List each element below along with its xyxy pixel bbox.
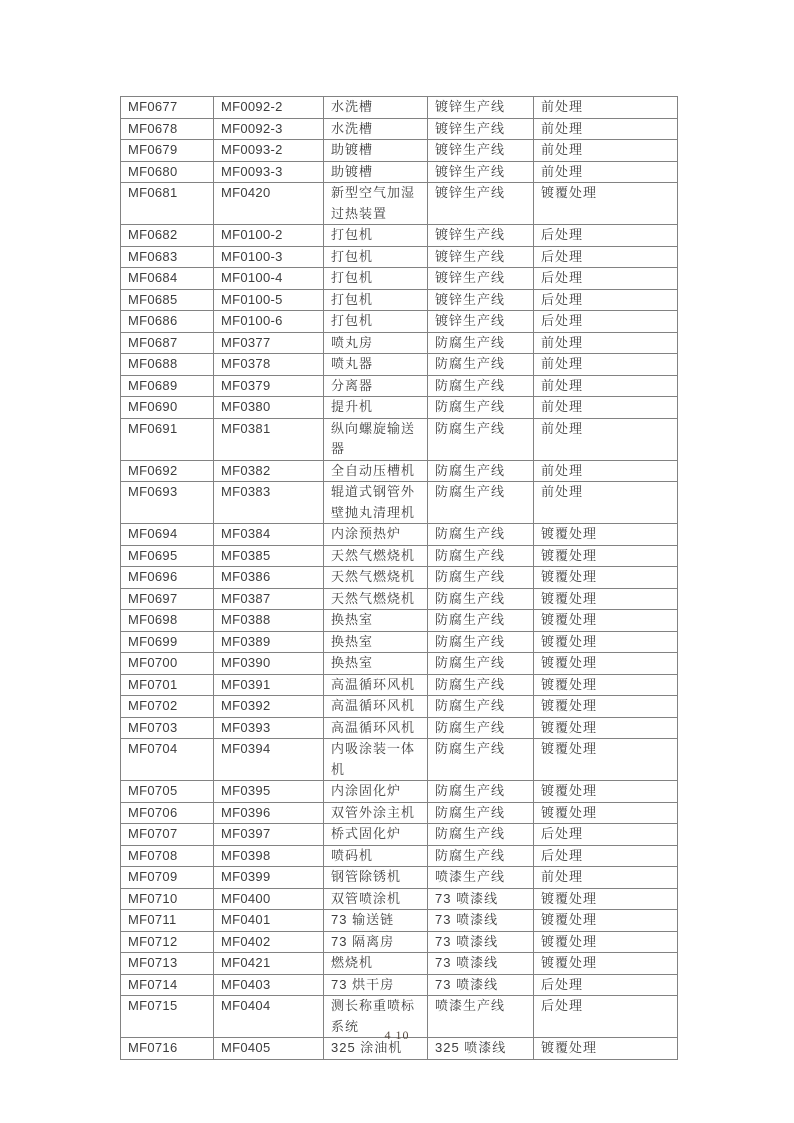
page-number: 4 10 — [384, 1028, 410, 1042]
table-cell-equipment_name: 新型空气加湿过热装置 — [324, 183, 428, 225]
table-cell-process_stage: 后处理 — [534, 311, 678, 333]
table-cell-device_code: MF0399 — [214, 867, 324, 889]
table-cell-device_code: MF0379 — [214, 375, 324, 397]
table-cell-production_line: 73 喷漆线 — [428, 910, 534, 932]
table-row — [121, 545, 678, 567]
table-cell-production_line: 73 喷漆线 — [428, 953, 534, 975]
table-cell-process_stage: 前处理 — [534, 460, 678, 482]
table-row — [121, 397, 678, 419]
table-cell-device_code: MF0100-2 — [214, 225, 324, 247]
table-cell-production_line: 镀锌生产线 — [428, 140, 534, 162]
table-cell-process_stage: 镀覆处理 — [534, 953, 678, 975]
table-cell-process_stage: 后处理 — [534, 268, 678, 290]
table-row — [121, 246, 678, 268]
table-row — [121, 183, 678, 225]
table-row — [121, 674, 678, 696]
table-cell-production_line: 防腐生产线 — [428, 482, 534, 524]
table-cell-equipment_name: 天然气燃烧机 — [324, 567, 428, 589]
table-cell-device_code: MF0382 — [214, 460, 324, 482]
table-cell-device_code: MF0421 — [214, 953, 324, 975]
table-cell-device_code: MF0395 — [214, 781, 324, 803]
table-cell-process_stage: 镀覆处理 — [534, 931, 678, 953]
table-cell-device_code: MF0092-3 — [214, 118, 324, 140]
table-cell-device_code: MF0402 — [214, 931, 324, 953]
table-cell-process_stage: 后处理 — [534, 845, 678, 867]
table-cell-production_line: 防腐生产线 — [428, 545, 534, 567]
table-cell-device_code: MF0387 — [214, 588, 324, 610]
table-cell-equipment_name: 水洗槽 — [324, 97, 428, 119]
table-cell-production_line: 防腐生产线 — [428, 802, 534, 824]
table-cell-production_line: 喷漆生产线 — [428, 867, 534, 889]
table-cell-production_line: 防腐生产线 — [428, 567, 534, 589]
table-cell-production_line: 防腐生产线 — [428, 674, 534, 696]
table-cell-equipment_name: 喷丸房 — [324, 332, 428, 354]
table-cell-equipment_name: 分离器 — [324, 375, 428, 397]
table-row — [121, 354, 678, 376]
table-cell-equipment_name: 高温循环风机 — [324, 674, 428, 696]
table-cell-process_stage: 后处理 — [534, 824, 678, 846]
table-cell-production_line: 防腐生产线 — [428, 610, 534, 632]
table-cell-asset_code: MF0693 — [121, 482, 214, 524]
table-cell-asset_code: MF0713 — [121, 953, 214, 975]
table-cell-equipment_name: 内吸涂装一体机 — [324, 739, 428, 781]
table-cell-equipment_name: 73 烘干房 — [324, 974, 428, 996]
table-cell-production_line: 防腐生产线 — [428, 375, 534, 397]
table-cell-equipment_name: 桥式固化炉 — [324, 824, 428, 846]
table-cell-asset_code: MF0715 — [121, 996, 214, 1038]
table-cell-production_line: 镀锌生产线 — [428, 289, 534, 311]
table-cell-asset_code: MF0703 — [121, 717, 214, 739]
table-cell-process_stage: 前处理 — [534, 140, 678, 162]
table-row — [121, 118, 678, 140]
table-row — [121, 225, 678, 247]
table-cell-asset_code: MF0702 — [121, 696, 214, 718]
table-cell-process_stage: 前处理 — [534, 354, 678, 376]
table-cell-process_stage: 前处理 — [534, 397, 678, 419]
table-cell-equipment_name: 打包机 — [324, 311, 428, 333]
table-row — [121, 375, 678, 397]
table-cell-production_line: 镀锌生产线 — [428, 183, 534, 225]
table-cell-asset_code: MF0712 — [121, 931, 214, 953]
table-row — [121, 781, 678, 803]
table-cell-device_code: MF0100-4 — [214, 268, 324, 290]
table-cell-process_stage: 镀覆处理 — [534, 1038, 678, 1060]
table-cell-production_line: 镀锌生产线 — [428, 311, 534, 333]
table-cell-device_code: MF0380 — [214, 397, 324, 419]
table-cell-process_stage: 后处理 — [534, 974, 678, 996]
table-cell-device_code: MF0404 — [214, 996, 324, 1038]
table-cell-equipment_name: 高温循环风机 — [324, 717, 428, 739]
table-cell-device_code: MF0383 — [214, 482, 324, 524]
table-cell-asset_code: MF0681 — [121, 183, 214, 225]
table-cell-production_line: 73 喷漆线 — [428, 888, 534, 910]
table-cell-device_code: MF0100-3 — [214, 246, 324, 268]
table-cell-device_code: MF0378 — [214, 354, 324, 376]
table-cell-equipment_name: 喷码机 — [324, 845, 428, 867]
table-cell-production_line: 73 喷漆线 — [428, 931, 534, 953]
table-cell-equipment_name: 325 涂油机 — [324, 1038, 428, 1060]
table-cell-equipment_name: 打包机 — [324, 289, 428, 311]
table-cell-asset_code: MF0685 — [121, 289, 214, 311]
table-cell-device_code: MF0389 — [214, 631, 324, 653]
table-cell-device_code: MF0403 — [214, 974, 324, 996]
table-cell-production_line: 325 喷漆线 — [428, 1038, 534, 1060]
table-cell-equipment_name: 73 隔离房 — [324, 931, 428, 953]
table-cell-asset_code: MF0677 — [121, 97, 214, 119]
table-cell-production_line: 防腐生产线 — [428, 653, 534, 675]
table-row — [121, 717, 678, 739]
table-cell-asset_code: MF0704 — [121, 739, 214, 781]
table-cell-asset_code: MF0683 — [121, 246, 214, 268]
table-row — [121, 567, 678, 589]
table-cell-process_stage: 镀覆处理 — [534, 524, 678, 546]
table-cell-equipment_name: 燃烧机 — [324, 953, 428, 975]
table-cell-device_code: MF0420 — [214, 183, 324, 225]
table-cell-asset_code: MF0684 — [121, 268, 214, 290]
table-cell-equipment_name: 高温循环风机 — [324, 696, 428, 718]
equipment-table-body — [121, 97, 678, 1060]
table-cell-production_line: 镀锌生产线 — [428, 118, 534, 140]
table-cell-device_code: MF0092-2 — [214, 97, 324, 119]
table-cell-device_code: MF0397 — [214, 824, 324, 846]
table-cell-process_stage: 镀覆处理 — [534, 631, 678, 653]
table-cell-asset_code: MF0696 — [121, 567, 214, 589]
table-cell-production_line: 镀锌生产线 — [428, 225, 534, 247]
table-cell-process_stage: 镀覆处理 — [534, 567, 678, 589]
table-cell-asset_code: MF0694 — [121, 524, 214, 546]
table-cell-equipment_name: 测长称重喷标系统 — [324, 996, 428, 1038]
table-cell-asset_code: MF0690 — [121, 397, 214, 419]
table-cell-equipment_name: 钢管除锈机 — [324, 867, 428, 889]
table-cell-asset_code: MF0698 — [121, 610, 214, 632]
table-cell-asset_code: MF0711 — [121, 910, 214, 932]
table-cell-device_code: MF0093-2 — [214, 140, 324, 162]
table-cell-asset_code: MF0697 — [121, 588, 214, 610]
table-cell-device_code: MF0385 — [214, 545, 324, 567]
table-cell-process_stage: 镀覆处理 — [534, 802, 678, 824]
table-cell-equipment_name: 助镀槽 — [324, 161, 428, 183]
table-cell-asset_code: MF0714 — [121, 974, 214, 996]
table-cell-process_stage: 镀覆处理 — [534, 910, 678, 932]
table-cell-asset_code: MF0687 — [121, 332, 214, 354]
table-cell-device_code: MF0401 — [214, 910, 324, 932]
table-cell-asset_code: MF0710 — [121, 888, 214, 910]
table-cell-asset_code: MF0716 — [121, 1038, 214, 1060]
table-row — [121, 931, 678, 953]
table-cell-device_code: MF0100-6 — [214, 311, 324, 333]
table-row — [121, 696, 678, 718]
table-cell-equipment_name: 73 输送链 — [324, 910, 428, 932]
table-cell-process_stage: 镀覆处理 — [534, 588, 678, 610]
table-cell-production_line: 防腐生产线 — [428, 845, 534, 867]
table-cell-process_stage: 镀覆处理 — [534, 674, 678, 696]
table-row — [121, 824, 678, 846]
table-cell-process_stage: 后处理 — [534, 289, 678, 311]
table-row — [121, 268, 678, 290]
table-cell-device_code: MF0388 — [214, 610, 324, 632]
table-cell-process_stage: 镀覆处理 — [534, 781, 678, 803]
table-cell-equipment_name: 天然气燃烧机 — [324, 588, 428, 610]
table-row — [121, 910, 678, 932]
table-cell-equipment_name: 纵向螺旋输送器 — [324, 418, 428, 460]
table-cell-asset_code: MF0679 — [121, 140, 214, 162]
table-cell-process_stage: 前处理 — [534, 418, 678, 460]
table-row — [121, 739, 678, 781]
table-cell-device_code: MF0384 — [214, 524, 324, 546]
table-cell-process_stage: 镀覆处理 — [534, 696, 678, 718]
table-cell-production_line: 防腐生产线 — [428, 460, 534, 482]
table-row — [121, 610, 678, 632]
table-cell-process_stage: 前处理 — [534, 97, 678, 119]
table-cell-device_code: MF0394 — [214, 739, 324, 781]
table-cell-equipment_name: 打包机 — [324, 268, 428, 290]
table-cell-asset_code: MF0709 — [121, 867, 214, 889]
table-row — [121, 140, 678, 162]
table-cell-process_stage: 后处理 — [534, 225, 678, 247]
table-cell-asset_code: MF0678 — [121, 118, 214, 140]
table-row — [121, 289, 678, 311]
table-row — [121, 418, 678, 460]
table-cell-asset_code: MF0695 — [121, 545, 214, 567]
table-row — [121, 631, 678, 653]
table-cell-asset_code: MF0705 — [121, 781, 214, 803]
table-cell-device_code: MF0396 — [214, 802, 324, 824]
table-cell-equipment_name: 内涂固化炉 — [324, 781, 428, 803]
table-cell-device_code: MF0390 — [214, 653, 324, 675]
table-cell-device_code: MF0093-3 — [214, 161, 324, 183]
table-row — [121, 653, 678, 675]
table-cell-process_stage: 前处理 — [534, 867, 678, 889]
table-cell-asset_code: MF0707 — [121, 824, 214, 846]
table-cell-production_line: 防腐生产线 — [428, 397, 534, 419]
table-cell-asset_code: MF0691 — [121, 418, 214, 460]
table-cell-production_line: 喷漆生产线 — [428, 996, 534, 1038]
table-cell-process_stage: 后处理 — [534, 996, 678, 1038]
table-cell-device_code: MF0386 — [214, 567, 324, 589]
table-cell-equipment_name: 天然气燃烧机 — [324, 545, 428, 567]
table-cell-device_code: MF0405 — [214, 1038, 324, 1060]
table-cell-production_line: 镀锌生产线 — [428, 268, 534, 290]
table-cell-asset_code: MF0708 — [121, 845, 214, 867]
table-cell-production_line: 防腐生产线 — [428, 524, 534, 546]
table-cell-production_line: 防腐生产线 — [428, 717, 534, 739]
table-cell-process_stage: 镀覆处理 — [534, 610, 678, 632]
table-cell-equipment_name: 换热室 — [324, 631, 428, 653]
table-row — [121, 524, 678, 546]
table-cell-process_stage: 前处理 — [534, 482, 678, 524]
table-cell-equipment_name: 内涂预热炉 — [324, 524, 428, 546]
table-cell-production_line: 镀锌生产线 — [428, 246, 534, 268]
table-cell-production_line: 防腐生产线 — [428, 696, 534, 718]
table-cell-production_line: 防腐生产线 — [428, 739, 534, 781]
table-row — [121, 845, 678, 867]
table-cell-device_code: MF0392 — [214, 696, 324, 718]
table-cell-production_line: 镀锌生产线 — [428, 97, 534, 119]
table-cell-production_line: 防腐生产线 — [428, 588, 534, 610]
table-cell-process_stage: 镀覆处理 — [534, 545, 678, 567]
table-row — [121, 460, 678, 482]
table-row — [121, 161, 678, 183]
table-cell-production_line: 防腐生产线 — [428, 781, 534, 803]
table-cell-asset_code: MF0706 — [121, 802, 214, 824]
table-cell-process_stage: 镀覆处理 — [534, 183, 678, 225]
table-cell-equipment_name: 换热室 — [324, 653, 428, 675]
table-row — [121, 97, 678, 119]
table-cell-equipment_name: 双管喷涂机 — [324, 888, 428, 910]
table-cell-device_code: MF0391 — [214, 674, 324, 696]
table-cell-device_code: MF0398 — [214, 845, 324, 867]
table-cell-production_line: 防腐生产线 — [428, 631, 534, 653]
table-row — [121, 482, 678, 524]
table-cell-production_line: 防腐生产线 — [428, 354, 534, 376]
table-cell-asset_code: MF0700 — [121, 653, 214, 675]
table-cell-asset_code: MF0682 — [121, 225, 214, 247]
table-cell-asset_code: MF0689 — [121, 375, 214, 397]
table-row — [121, 588, 678, 610]
table-cell-asset_code: MF0688 — [121, 354, 214, 376]
table-cell-equipment_name: 水洗槽 — [324, 118, 428, 140]
table-cell-device_code: MF0377 — [214, 332, 324, 354]
table-cell-asset_code: MF0686 — [121, 311, 214, 333]
table-cell-process_stage: 后处理 — [534, 246, 678, 268]
table-cell-equipment_name: 提升机 — [324, 397, 428, 419]
table-cell-process_stage: 镀覆处理 — [534, 888, 678, 910]
table-cell-production_line: 73 喷漆线 — [428, 974, 534, 996]
table-cell-device_code: MF0381 — [214, 418, 324, 460]
table-row — [121, 953, 678, 975]
table-cell-process_stage: 前处理 — [534, 118, 678, 140]
table-cell-process_stage: 前处理 — [534, 375, 678, 397]
table-cell-production_line: 防腐生产线 — [428, 824, 534, 846]
table-row — [121, 802, 678, 824]
table-cell-equipment_name: 喷丸器 — [324, 354, 428, 376]
table-cell-process_stage: 镀覆处理 — [534, 739, 678, 781]
table-row — [121, 332, 678, 354]
table-cell-asset_code: MF0701 — [121, 674, 214, 696]
table-cell-equipment_name: 双管外涂主机 — [324, 802, 428, 824]
table-row — [121, 888, 678, 910]
table-cell-production_line: 镀锌生产线 — [428, 161, 534, 183]
table-cell-process_stage: 镀覆处理 — [534, 717, 678, 739]
table-cell-equipment_name: 打包机 — [324, 246, 428, 268]
table-cell-device_code: MF0393 — [214, 717, 324, 739]
table-cell-asset_code: MF0692 — [121, 460, 214, 482]
table-cell-equipment_name: 全自动压槽机 — [324, 460, 428, 482]
table-row — [121, 867, 678, 889]
table-row — [121, 974, 678, 996]
table-cell-process_stage: 镀覆处理 — [534, 653, 678, 675]
table-cell-equipment_name: 换热室 — [324, 610, 428, 632]
table-cell-production_line: 防腐生产线 — [428, 332, 534, 354]
table-cell-equipment_name: 辊道式钢管外壁抛丸清理机 — [324, 482, 428, 524]
table-cell-asset_code: MF0680 — [121, 161, 214, 183]
table-cell-asset_code: MF0699 — [121, 631, 214, 653]
table-cell-equipment_name: 打包机 — [324, 225, 428, 247]
table-row — [121, 311, 678, 333]
table-cell-device_code: MF0100-5 — [214, 289, 324, 311]
table-cell-production_line: 防腐生产线 — [428, 418, 534, 460]
equipment-table — [120, 96, 678, 1060]
table-cell-process_stage: 前处理 — [534, 161, 678, 183]
table-cell-equipment_name: 助镀槽 — [324, 140, 428, 162]
table-cell-device_code: MF0400 — [214, 888, 324, 910]
table-cell-process_stage: 前处理 — [534, 332, 678, 354]
